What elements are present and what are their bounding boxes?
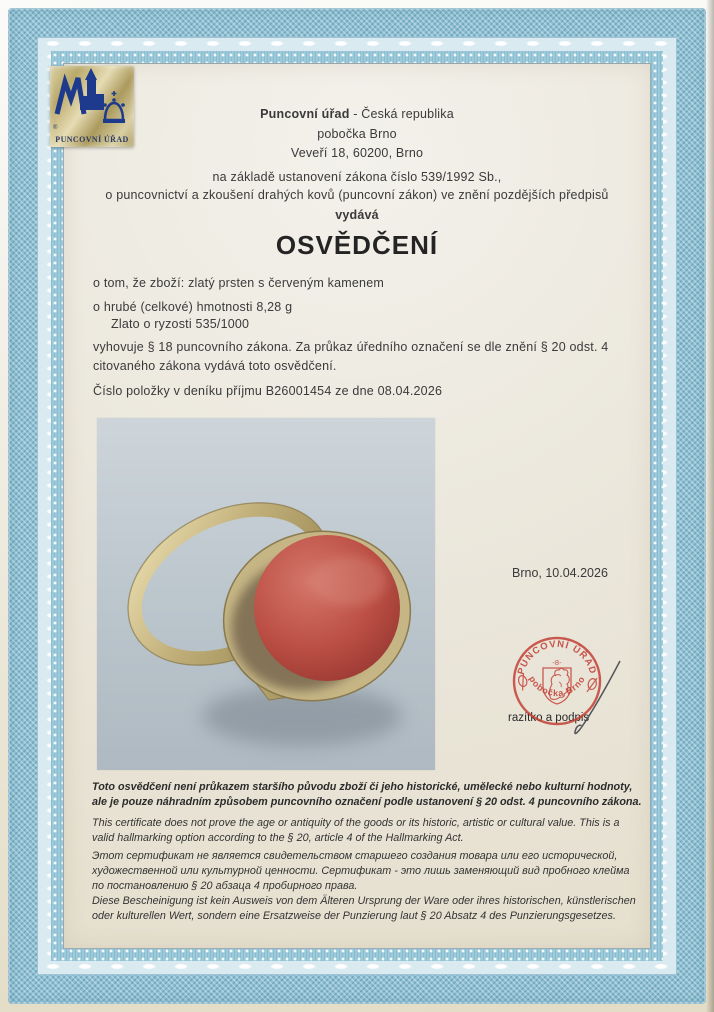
registered-mark: ® bbox=[53, 125, 58, 131]
body-entry-line: Číslo položky v deníku příjmu B26001454 ze dne 08.04.2026 bbox=[93, 384, 443, 398]
header-legal-line-1: na základě ustanovení zákona číslo 539/1992 Sb., bbox=[212, 170, 502, 184]
place-date: Brno, 10.04.2026 bbox=[512, 566, 608, 580]
stamp-office-number: -8- bbox=[552, 658, 562, 667]
stamp-caption: razítko a podpis bbox=[508, 712, 590, 724]
stamp-ink bbox=[514, 638, 600, 724]
body-compliance-line-2: citovaného zákona vydává toto osvědčení. bbox=[93, 359, 337, 373]
header-issuer bbox=[62, 107, 652, 121]
stamp-punc-mark-left-icon bbox=[517, 673, 530, 691]
footnote-german: Diese Bescheinigung ist kein Ausweis von dem Älteren Ursprung der Ware oder ihres historischen, künstlerischen oder kulturellen Wert, sondern eine Ersatzweise der Punzierung laut § 20 Absatz 4 des Punzierungsgesetzes. bbox=[92, 895, 636, 922]
svg-text:pobočka Brno bbox=[527, 674, 587, 698]
footnote-czech: Toto osvědčení není průkazem staršího původu zboží či jeho historické, umělecké nebo kulturní hodnoty, ale je pouze náhradním způsobem puncovního označení podle ustanovení § 20 odst. 4 puncovního zákona. bbox=[92, 781, 642, 808]
header-issues-word: vydává bbox=[335, 208, 379, 222]
assay-office-emblem-icon bbox=[50, 66, 134, 128]
document-title: OSVĚDČENÍ bbox=[275, 230, 439, 260]
body-item-line: o tom, že zboží: zlatý prsten s červeným kamenem bbox=[93, 276, 384, 290]
header-legal-line-2: o puncovnictví a zkoušení drahých kovů (puncovní zákon) ve znění pozdějších předpisů bbox=[105, 188, 609, 202]
sticker-label: PUNCOVNÍ ÚŘAD bbox=[55, 135, 129, 144]
stamp-punc-mark-right-icon bbox=[586, 676, 598, 694]
issuer-name: Puncovní úřad bbox=[260, 107, 350, 121]
body-weight-line: o hrubé (celkové) hmotnosti 8,28 g bbox=[93, 300, 293, 314]
header-address: Veveří 18, 60200, Brno bbox=[290, 146, 424, 160]
header-branch: pobočka Brno bbox=[317, 127, 397, 141]
stone-highlight bbox=[311, 556, 387, 606]
footnote-english: This certificate does not prove the age or antiquity of the goods or its historic, artistic or cultural value. This is a valid hallmarking option according to the § 20, article 4 of the Hallmarking Act. bbox=[92, 817, 620, 844]
stamp-arc-bottom-text: pobočka Brno bbox=[526, 674, 588, 699]
issuer-country: - Česká republika bbox=[349, 107, 454, 121]
hologram-sticker bbox=[50, 66, 134, 147]
body-compliance-line-1: vyhovuje § 18 puncovního zákona. Za průkaz úředního označení se dle znění § 20 odst. 4 bbox=[93, 340, 609, 354]
footnote-russian: Этот сертификат не является свидетельством старшего создания товара или его исторической, художественной или культурной ценности. Сертификат - это лишь заменяющий вид пробного клейма по постановлению § 20 абзаца 4 пробирного права. bbox=[92, 850, 630, 892]
official-stamp bbox=[487, 612, 633, 752]
red-stone bbox=[254, 535, 400, 681]
stamp-arc-top-text: PUNCOVNÍ ÚŘAD bbox=[515, 638, 599, 676]
body-fineness-line: Zlato o ryzosti 535/1000 bbox=[111, 317, 250, 331]
ring-photo bbox=[97, 418, 435, 770]
